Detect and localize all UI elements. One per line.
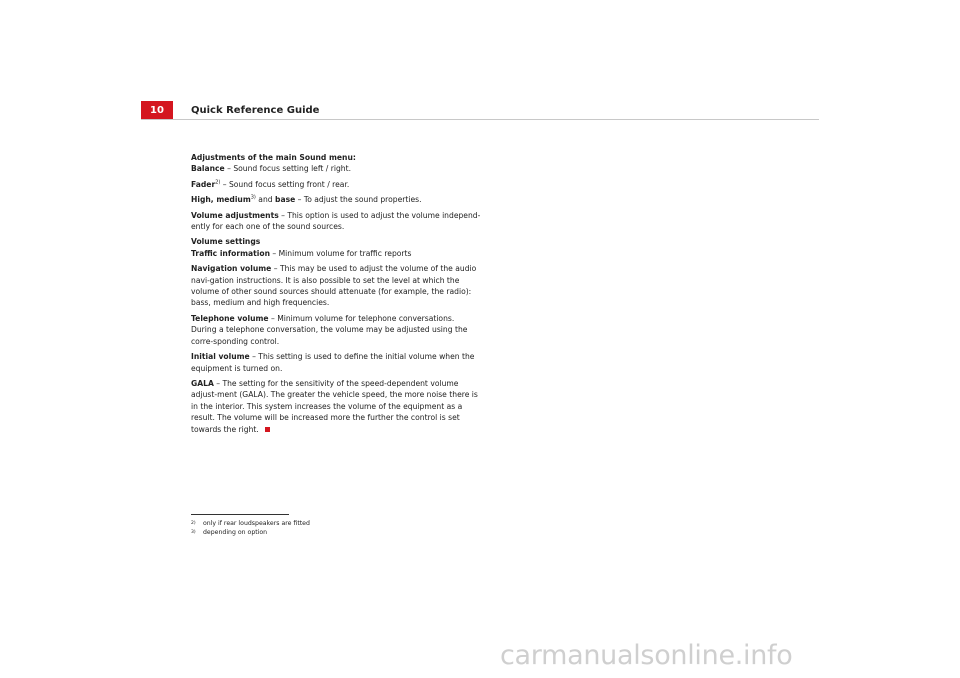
telephone-volume-item: Telephone volume – Minimum volume for telephone conversations. During a telephone conversation, the volume may be adjusted using the corre-sponding control. <box>191 313 468 346</box>
section-end-marker <box>265 427 270 432</box>
page-title: Quick Reference Guide <box>191 105 320 116</box>
page-header <box>141 101 819 120</box>
traffic-information-item: Traffic information – Minimum volume for traffic reports <box>191 248 412 258</box>
footnote-ref-2: 2) <box>215 179 221 186</box>
intro-heading: Adjustments of the main Sound menu: <box>191 153 356 162</box>
footnote-2: 2) only if rear loudspeakers are fitted <box>191 520 310 527</box>
gala-item: GALA – The setting for the sensitivity of the speed-dependent volume adjust-ment (GALA). The greater the vehicle speed, the more noise there is in the interior. This system increases the volume of the equipment as a result. The volume will be increased more the further the control is set towards the right. <box>191 378 478 434</box>
balance-item: Balance – Sound focus setting left / right. <box>191 164 352 174</box>
initial-volume-item: Initial volume – This setting is used to define the initial volume when the equipment is turned on. <box>191 352 475 373</box>
footnotes <box>191 519 310 537</box>
fader-item: Fader$^{2)}$ – Sound focus setting front / rear. <box>191 179 350 189</box>
high-medium-item: High, medium$^{3)}$ and base – To adjust the sound properties. <box>191 194 422 205</box>
navigation-volume-item: Navigation volume – This may be used to adjust the volume of the audio navi-gation instructions. It is also possible to set the level at which the volume of other sound sources should attenuate (for example, the radio): bass, medium and high frequencies. <box>191 264 477 308</box>
body-text <box>191 152 481 439</box>
page-number: 10 <box>141 101 173 119</box>
footnote-ref-3: 3) <box>250 194 256 201</box>
footnote-3: 3) depending on option <box>191 529 268 536</box>
watermark: carmanualsonline.info <box>500 640 793 671</box>
volume-adjustments-item: Volume adjustments – This option is used to adjust the volume independ-ently for each one of the sound sources. <box>191 210 481 232</box>
footnote-divider <box>191 514 289 515</box>
volume-settings-heading: Volume settings <box>191 237 261 247</box>
